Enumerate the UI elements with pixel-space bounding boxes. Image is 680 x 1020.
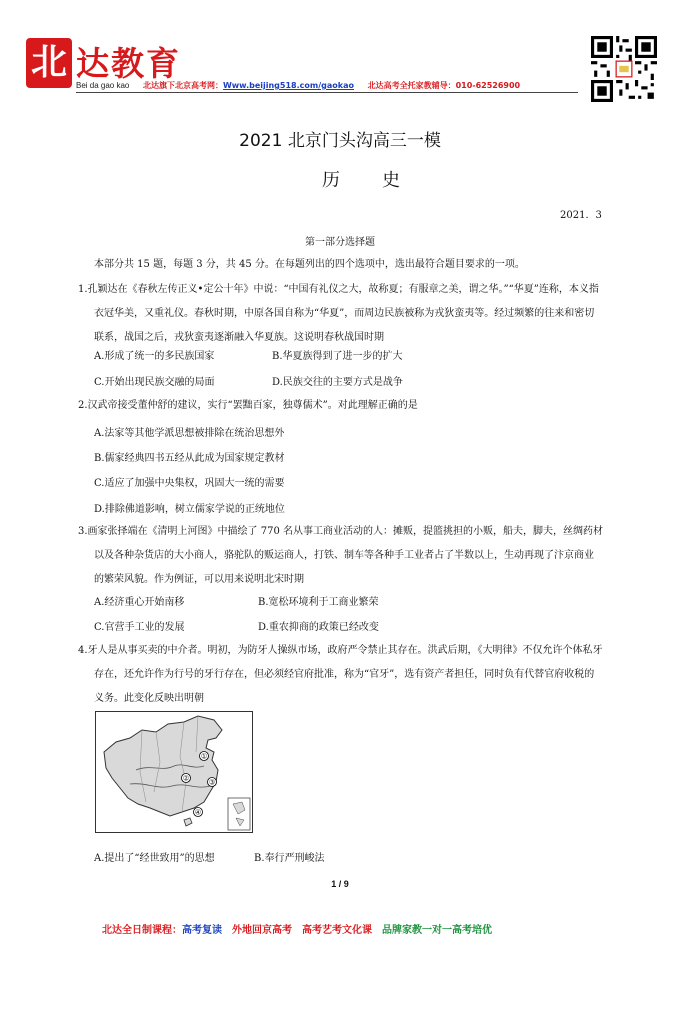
option-c[interactable]: C.官营手工业的发展 — [94, 622, 185, 633]
svg-text:④: ④ — [194, 808, 202, 817]
footer-link-return[interactable]: 外地回京高考 — [232, 925, 292, 936]
question-stem: 2.汉武帝接受董仲舒的建议，实行“罢黜百家，独尊儒术”。对此理解正确的是 — [78, 400, 418, 411]
logo-pinyin: Bei da gao kao — [76, 81, 130, 90]
china-map-figure — [95, 711, 253, 833]
svg-text:②: ② — [182, 774, 190, 783]
tutor-hotline: 北达高考全托家教辅导：010-62526900 — [367, 81, 521, 90]
option-b[interactable]: B.奉行严刑峻法 — [254, 853, 325, 864]
option-a[interactable]: A.提出了“经世致用”的思想 — [94, 853, 215, 864]
question-stem: 3.画家张择端在《清明上河图》中描绘了 770 名从事工商业活动的人：摊贩，提篮挑担的小贩，船夫，脚夫，丝绸药材以及各种杂货店的大小商人，骆驼队的贩运商人，打铁、制车等各种手工业者占了半数以上，生动再现了汴京商业的繁荣风貌。作为例证，可以用来说明北宋时期 — [78, 526, 603, 585]
question-1 — [78, 278, 603, 350]
header-banner — [76, 80, 520, 91]
exam-date: 2021．3 — [560, 210, 602, 221]
footer-link-retake[interactable]: 高考复读 — [182, 925, 222, 936]
question-3 — [78, 520, 603, 592]
logo-text: 达教育 — [76, 44, 181, 83]
footer-link-arts[interactable]: 高考艺考文化课 — [302, 925, 372, 936]
option-a[interactable]: A.经济重心开始南移 — [94, 597, 185, 608]
section-heading: 第一部分选择题 — [305, 237, 375, 248]
option-b[interactable]: B.宽松环境利于工商业繁荣 — [258, 597, 379, 608]
option-a[interactable]: A.形成了统一的多民族国家 — [94, 351, 215, 362]
option-c[interactable]: C.开始出现民族交融的局面 — [94, 377, 215, 388]
site-url-link[interactable]: Www.beijing518.com/gaokao — [222, 81, 354, 90]
option-b[interactable]: B.华夏族得到了进一步的扩大 — [272, 351, 403, 362]
question-4 — [78, 639, 603, 711]
question-stem: 1.孔颖达在《春秋左传正义•定公十年》中说：“中国有礼仪之大，故称夏；有服章之美，谓之华。”“华夏”连称，本义指衣冠华美，又重礼仪。春秋时期，中原各国自称为“华夏”，而周边民族被称为戎狄蛮夷等。经过频繁的往来和密切联系，战国之后，戎狄蛮夷逐渐融入华夏族。这说明春秋战国时期 — [78, 284, 599, 343]
footer-banner — [102, 921, 502, 936]
option-b[interactable]: B.儒家经典四书五经从此成为国家规定教材 — [94, 453, 285, 464]
footer-link-tutoring[interactable]: 品牌家教一对一高考培优 — [382, 925, 492, 936]
qr-code-icon — [591, 36, 657, 102]
logo-mark: 北 — [26, 38, 72, 88]
svg-text:①: ① — [200, 752, 208, 761]
site-label: 北达旗下北京高考网： — [142, 81, 223, 90]
section-intro: 本部分共 15 题，每题 3 分，共 45 分。在每题列出的四个选项中，选出最符合题目要求的一项。 — [94, 259, 525, 270]
option-d[interactable]: D.重农抑商的政策已经改变 — [258, 622, 379, 633]
subject-title: 历史 — [322, 170, 442, 191]
option-d[interactable]: D.排除佛道影响，树立儒家学说的正统地位 — [94, 504, 285, 515]
footer-label: 北达全日制课程： — [102, 925, 182, 936]
page-number: 1 / 9 — [331, 879, 349, 889]
header-divider — [76, 92, 578, 93]
option-c[interactable]: C.适应了加强中央集权，巩固大一统的需要 — [94, 478, 285, 489]
svg-text:③: ③ — [208, 778, 216, 787]
exam-title: 2021 北京门头沟高三一模 — [239, 131, 441, 151]
option-a[interactable]: A.法家等其他学派思想被排除在统治思想外 — [94, 428, 285, 439]
option-d[interactable]: D.民族交往的主要方式是战争 — [272, 377, 403, 388]
question-stem: 4.牙人是从事买卖的中介者。明初，为防牙人操纵市场，政府严令禁止其存在。洪武后期，《大明律》不仅允许个体私牙存在，还允许作为行号的牙行存在，但必须经官府批准，称为“官牙”，选有资产者担任，同时负有代替官府收税的义务。此变化反映出明朝 — [78, 645, 603, 704]
question-2 — [78, 394, 603, 418]
